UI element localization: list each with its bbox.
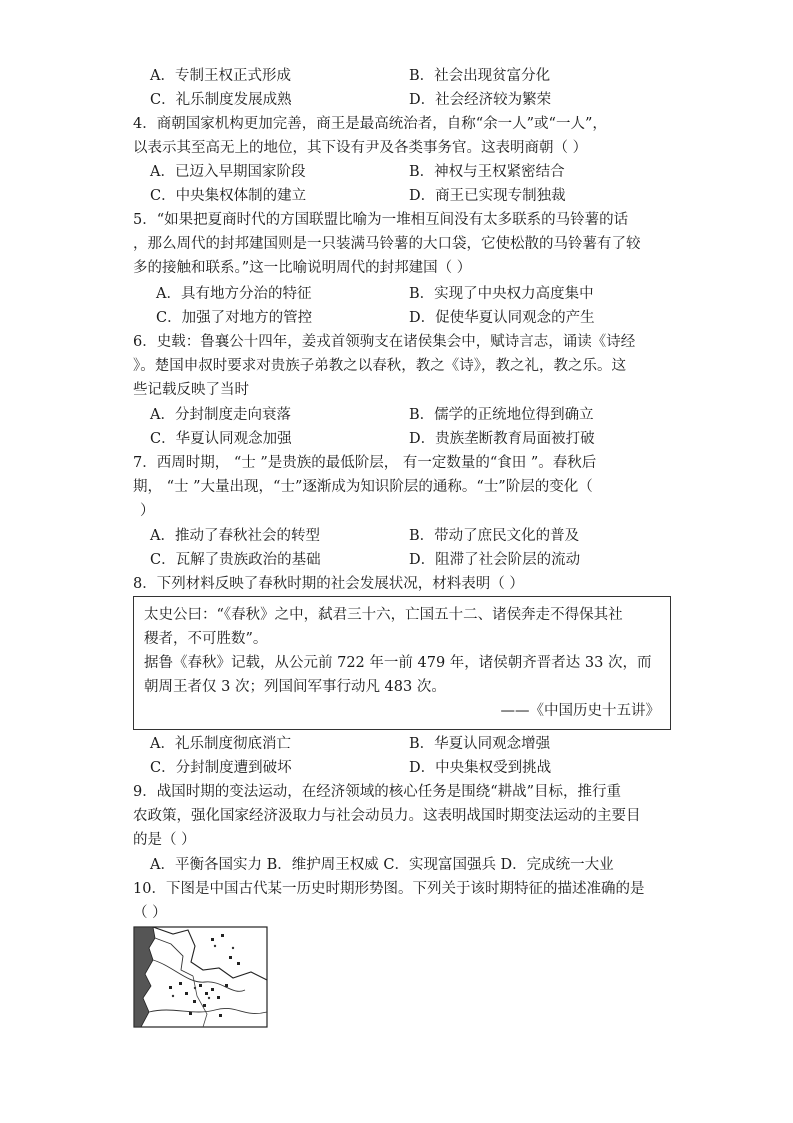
q4-option-c: C．中央集权体制的建立 (150, 188, 307, 204)
q5-stem-line1: 5．“如果把夏商时代的方国联盟比喻为一堆相互间没有太多联系的马铃薯的话 (133, 212, 629, 228)
q8-material-source: ——《中国历史十五讲》 (500, 703, 660, 719)
q6-stem-line1: 6．史载：鲁襄公十四年，姜戎首领驹支在诸侯集会中，赋诗言志，诵读《诗经 (133, 334, 636, 350)
q3-option-d: D．社会经济较为繁荣 (409, 92, 552, 108)
q4-option-d: D．商王已实现专制独裁 (409, 188, 566, 204)
q10-stem-line2: （ ） (133, 905, 167, 921)
q3-option-a: A．专制王权正式形成 (150, 68, 291, 84)
q8-material-line2: 稷者，不可胜数”。 (144, 631, 268, 647)
q8-option-a: A．礼乐制度彻底消亡 (150, 736, 291, 752)
q8-option-c: C．分封制度遭到破坏 (150, 760, 292, 776)
q8-material-line3: 据鲁《春秋》记载，从公元前 722 年一前 479 年，诸侯朝齐晋者达 33 次，而 (144, 655, 652, 671)
q4-stem-line2: 以表示其至高无上的地位，其下设有尹及各类事务官。这表明商朝（ ） (133, 140, 588, 156)
q10-stem-line1: 10．下图是中国古代某一历史时期形势图。下列关于该时期特征的描述准确的是 (133, 881, 645, 897)
q7-option-c: C．瓦解了贵族政治的基础 (150, 552, 321, 568)
q9-stem-line2: 农政策，强化国家经济汲取力与社会动员力。这表明战国时期变法运动的主要目 (133, 808, 641, 824)
q8-material-line1: 太史公曰：“《春秋》之中，弑君三十六，亡国五十二、诸侯奔走不得保其社 (144, 607, 623, 623)
q6-option-a: A．分封制度走向衰落 (150, 407, 291, 423)
q8-option-b: B．华夏认同观念增强 (409, 736, 551, 752)
q9-stem-line3: 的是（ ） (133, 832, 196, 848)
q5-option-a: A．具有地方分治的特征 (156, 286, 312, 302)
q9-options: A．平衡各国实力 B．维护周王权威 C．实现富国强兵 D．完成统一大业 (150, 857, 614, 873)
q6-stem-line2: 》。楚国申叔时要求对贵族子弟教之以春秋，教之《诗》，教之礼，教之乐。这 (133, 358, 626, 374)
q7-option-b: B．带动了庶民文化的普及 (409, 528, 580, 544)
q5-stem-line2: ，那么周代的封邦建国则是一只装满马铃薯的大口袋，它使松散的马铃薯有了较 (133, 236, 641, 252)
q8-material-line4: 朝周王者仅 3 次；列国间军事行动凡 483 次。 (144, 679, 446, 695)
q6-option-d: D．贵族垄断教育局面被打破 (409, 431, 595, 447)
q4-stem-line1: 4．商朝国家机构更加完善，商王是最高统治者，自称“余一人”或“一人”， (133, 116, 607, 132)
q8-material-box (133, 596, 671, 730)
q8-option-d: D．中央集权受到挑战 (409, 760, 552, 776)
q5-option-b: B．实现了中央权力高度集中 (409, 286, 594, 302)
q3-option-c: C．礼乐制度发展成熟 (150, 92, 292, 108)
q9-stem-line1: 9．战国时期的变法运动，在经济领域的核心任务是围绕“耕战”目标，推行重 (133, 784, 622, 800)
q6-stem-line3: 些记载反映了当时 (133, 382, 249, 398)
q10-history-map (133, 926, 268, 1028)
q4-option-a: A．已迈入早期国家阶段 (150, 164, 306, 180)
q8-stem: 8．下列材料反映了春秋时期的社会发展状况，材料表明（ ） (133, 576, 524, 592)
q5-option-c: C．加强了对地方的管控 (156, 310, 313, 326)
q3-option-b: B．社会出现贫富分化 (409, 68, 551, 84)
q6-option-c: C．华夏认同观念加强 (150, 431, 292, 447)
q7-option-a: A．推动了春秋社会的转型 (150, 528, 320, 544)
q5-option-d: D．促使华夏认同观念的产生 (409, 310, 595, 326)
q7-stem-line3: ） (140, 503, 155, 519)
q5-stem-line3: 多的接触和联系。”这一比喻说明周代的封邦建国（ ） (133, 260, 472, 276)
q6-option-b: B．儒学的正统地位得到确立 (409, 407, 594, 423)
q7-option-d: D．阻滞了社会阶层的流动 (409, 552, 581, 568)
q7-stem-line1: 7．西周时期， “士 ”是贵族的最低阶层， 有一定数量的“食田 ”。春秋后 (133, 455, 597, 471)
q4-option-b: B．神权与王权紧密结合 (409, 164, 565, 180)
q7-stem-line2: 期， “士 ”大量出现，“士”逐渐成为知识阶层的通称。“士”阶层的变化（ (133, 479, 593, 495)
